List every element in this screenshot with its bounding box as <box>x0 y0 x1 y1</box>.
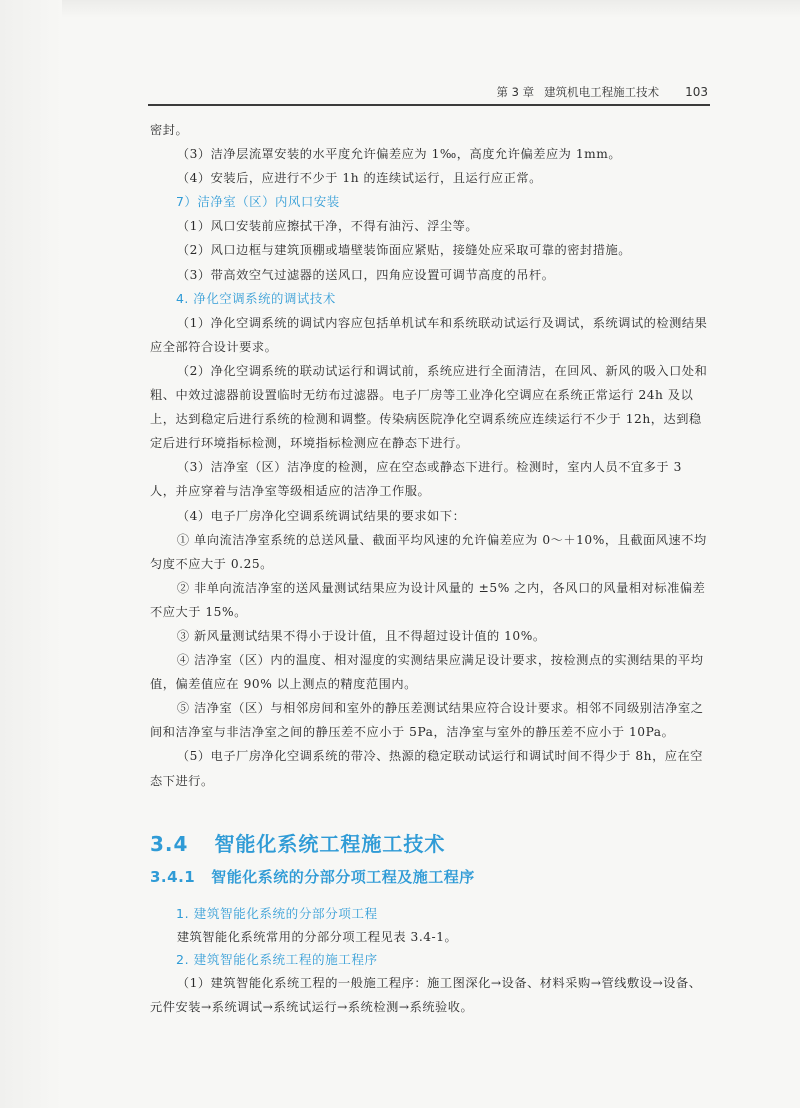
section-number: 3.4 <box>150 831 189 856</box>
list-item: ② 非单向流洁净室的送风量测试结果应为设计风量的 ±5% 之内，各风口的风量相对标准偏差不应大于 15%。 <box>150 580 706 619</box>
paragraph: （4）电子厂房净化空调系统调试结果的要求如下： <box>176 508 466 523</box>
paragraph: （2）风口边框与建筑顶棚或墙壁装饰面应紧贴，接缝处应采取可靠的密封措施。 <box>176 243 631 258</box>
paragraph: （3）带高效空气过滤器的送风口，四角应设置可调节高度的吊杆。 <box>176 267 555 282</box>
header-chapter: 第 3 章 <box>496 85 535 99</box>
paragraph: （4）安装后，应进行不少于 1h 的连续试运行，且运行应正常。 <box>176 171 542 186</box>
list-item: ③ 新风量测试结果不得小于设计值，且不得超过设计值的 10%。 <box>176 628 546 643</box>
running-header <box>148 84 708 106</box>
paragraph: （3）洁净层流罩安装的水平度允许偏差应为 1‰，高度允许偏差应为 1mm。 <box>176 147 622 162</box>
subheading: 4. 净化空调系统的调试技术 <box>176 290 336 306</box>
list-item: ① 单向流洁净室系统的总送风量、截面平均风速的允许偏差应为 0～＋10%，且截面风速不均匀度不应大于 0.25。 <box>150 532 707 571</box>
section-number: 3.4.1 <box>150 867 196 886</box>
scan-shadow-top <box>0 0 800 18</box>
scan-shadow-left <box>0 0 62 1108</box>
paragraph: 密封。 <box>150 123 189 137</box>
section-title: 智能化系统工程施工技术 <box>214 831 446 856</box>
paragraph: （1）风口安装前应擦拭干净，不得有油污、浮尘等。 <box>176 219 479 234</box>
subheading: 7）洁净室（区）内风口安装 <box>176 194 340 210</box>
subheading: 1. 建筑智能化系统的分部分项工程 <box>176 905 378 921</box>
section-heading-3-4-1 <box>150 865 710 889</box>
paragraph: 建筑智能化系统常用的分部分项工程见表 3.4-1。 <box>176 929 458 944</box>
list-item: ④ 洁净室（区）内的温度、相对湿度的实测结果应满足设计要求，按检测点的实测结果的平均值，偏差值应在 90% 以上测点的精度范围内。 <box>150 653 704 692</box>
header-title: 建筑机电工程施工技术 <box>544 85 660 99</box>
list-item: ⑤ 洁净室（区）与相邻房间和室外的静压差测试结果应符合设计要求。相邻不同级别洁净室之间和洁净室与非洁净室之间的静压差不应小于 5Pa，洁净室与室外的静压差不应小于 10Pa。 <box>150 701 704 740</box>
page-body <box>150 118 710 1019</box>
section-title: 智能化系统的分部分项工程及施工程序 <box>211 867 475 886</box>
paragraph: （3）洁净室（区）洁净度的检测，应在空态或静态下进行。检测时，室内人员不宜多于 3 人，并应穿着与洁净室等级相适应的洁净工作服。 <box>150 460 682 499</box>
subheading: 2. 建筑智能化系统工程的施工程序 <box>176 951 378 967</box>
paragraph: （5）电子厂房净化空调系统的带冷、热源的稳定联动试运行和调试时间不得少于 8h，应在空态下进行。 <box>150 749 704 788</box>
paragraph: （2）净化空调系统的联动试运行和调试前，系统应进行全面清洁，在回风、新风的吸入口处和粗、中效过滤器前设置临时无纺布过滤器。电子厂房等工业净化空调应在系统正常运行 24h 及以上，达到稳定后进行系统的检测和调整。传染病医院净化空调系统应连续运行不少于 12h，达到稳定后进行环境指标检测，环境指标检测应在静态下进行。 <box>150 363 708 451</box>
paragraph: （1）建筑智能化系统工程的一般施工程序：施工图深化→设备、材料采购→管线敷设→设备、元件安装→系统调试→系统试运行→系统检测→系统验收。 <box>150 975 702 1014</box>
header-rule <box>148 104 710 106</box>
page-number: 103 <box>685 85 708 99</box>
paragraph: （1）净化空调系统的调试内容应包括单机试车和系统联动试运行及调试，系统调试的检测结果应全部符合设计要求。 <box>150 315 708 354</box>
section-heading-3-4 <box>150 829 710 859</box>
